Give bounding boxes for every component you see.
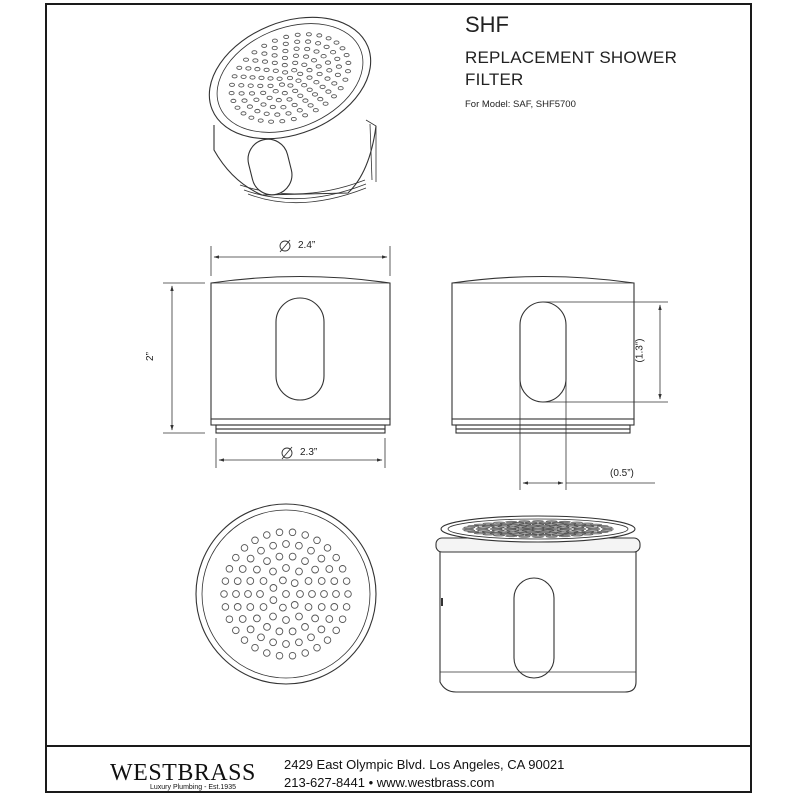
side-view [452,277,634,434]
bottom-diameter-label: 2.3” [300,447,318,458]
slot-height-label: (1.3”) [634,338,646,363]
product-title-line-1: REPLACEMENT SHOWER [465,48,678,67]
compatible-models: For Model: SAF, SHF5700 [465,99,576,110]
company-address: 2429 East Olympic Blvd. Los Angeles, CA 90021 [284,757,565,772]
brand-tagline: Luxury Plumbing - Est.1935 [150,784,236,791]
isometric-top-view [191,0,389,203]
top-plan-view [196,504,376,684]
company-contact: 213-627-8441 • www.westbrass.com [284,775,495,790]
brand-logo: WESTBRASS [110,760,256,786]
perspective-view [436,516,640,692]
front-view [211,277,390,434]
slot-width-label: (0.5”) [610,468,634,479]
product-title-line-2: FILTER [465,70,524,89]
product-code: SHF [465,12,509,37]
top-diameter-label: 2.4” [298,240,316,251]
footer-divider [47,745,750,747]
height-label: 2” [144,352,156,361]
